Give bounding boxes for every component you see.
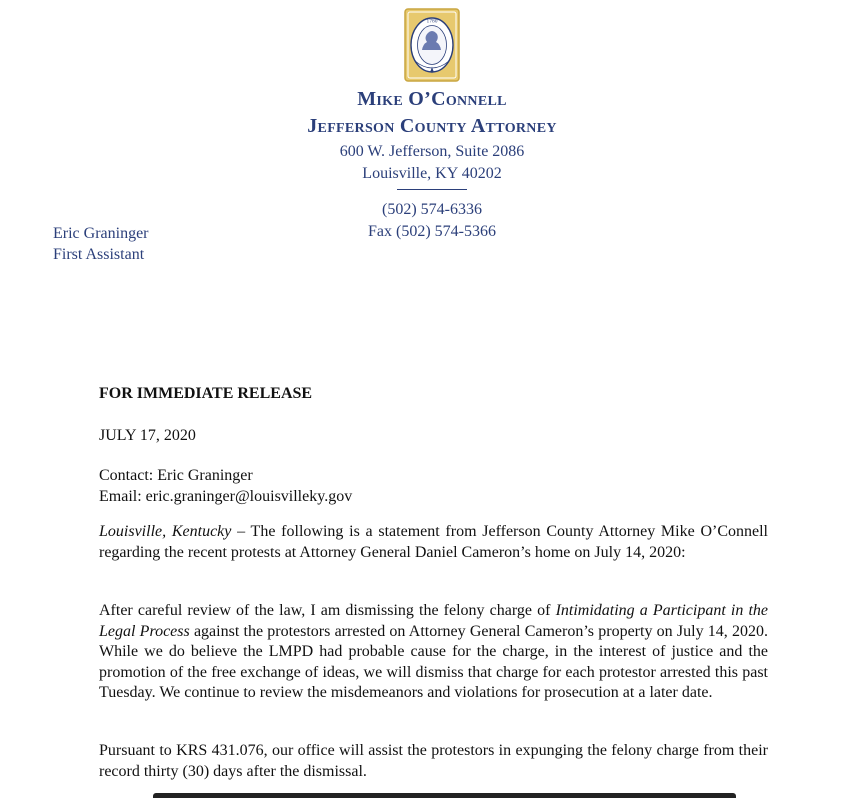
release-date: JULY 17, 2020 xyxy=(99,427,196,444)
assistant-role: First Assistant xyxy=(53,246,145,263)
contact-block xyxy=(99,466,768,507)
bottom-scrollbar-edge xyxy=(153,793,736,798)
title-text: Jefferson County Attorney xyxy=(307,115,557,137)
release-heading: FOR IMMEDIATE RELEASE xyxy=(99,385,313,402)
statement-dismissal-paragraph xyxy=(99,601,768,704)
county-seal-logo xyxy=(389,6,475,86)
letterhead-name xyxy=(0,88,851,111)
intro-text: – The following is a statement from Jefferson County Attorney Mike O’Connell regarding the recent protests at Attorney General Daniel Cameron’s home on July 14, 2020: xyxy=(99,523,768,561)
phone-number: (502) 574-6336 xyxy=(382,201,482,218)
name-text: Mike O’Connell xyxy=(357,88,507,110)
address-line-2: Louisville, KY 40202 xyxy=(362,165,502,182)
assistant-block xyxy=(53,223,149,265)
dismissal-text-after: against the protestors arrested on Attorney General Cameron’s property on July 14, 2020. While we do believe the LMPD had probable cause for the charge, in the interest of justice and the promotion of the free exchange of ideas, we will dismiss that charge for each protestor arrested this past Tuesday. We continue to review the misdemeanors and violations for prosecution at a later date. xyxy=(99,622,768,701)
address-line-1: 600 W. Jefferson, Suite 2086 xyxy=(339,143,525,160)
charge-name: Intimidating a Participant in the Legal Process xyxy=(99,602,769,640)
statement-expungement-paragraph: Pursuant to KRS 431.076, our office will assist the protestors in expunging the felony charge from their record thirty (30) days after the dismissal. xyxy=(99,742,768,780)
email-line: Email: eric.graninger@louisvilleky.gov xyxy=(99,487,353,505)
statement-intro-paragraph xyxy=(99,522,768,563)
assistant-name: Eric Graninger xyxy=(53,225,149,242)
dismissal-text-before: After careful review of the law, I am dismissing the felony charge of xyxy=(99,602,556,619)
letterhead-divider xyxy=(397,189,467,190)
dateline-place: Louisville, Kentucky xyxy=(99,523,232,540)
letterhead-title xyxy=(0,115,851,138)
contact-line: Contact: Eric Graninger xyxy=(99,467,253,484)
fax-number: Fax (502) 574-5366 xyxy=(368,223,496,240)
svg-text:1780: 1780 xyxy=(426,18,438,25)
